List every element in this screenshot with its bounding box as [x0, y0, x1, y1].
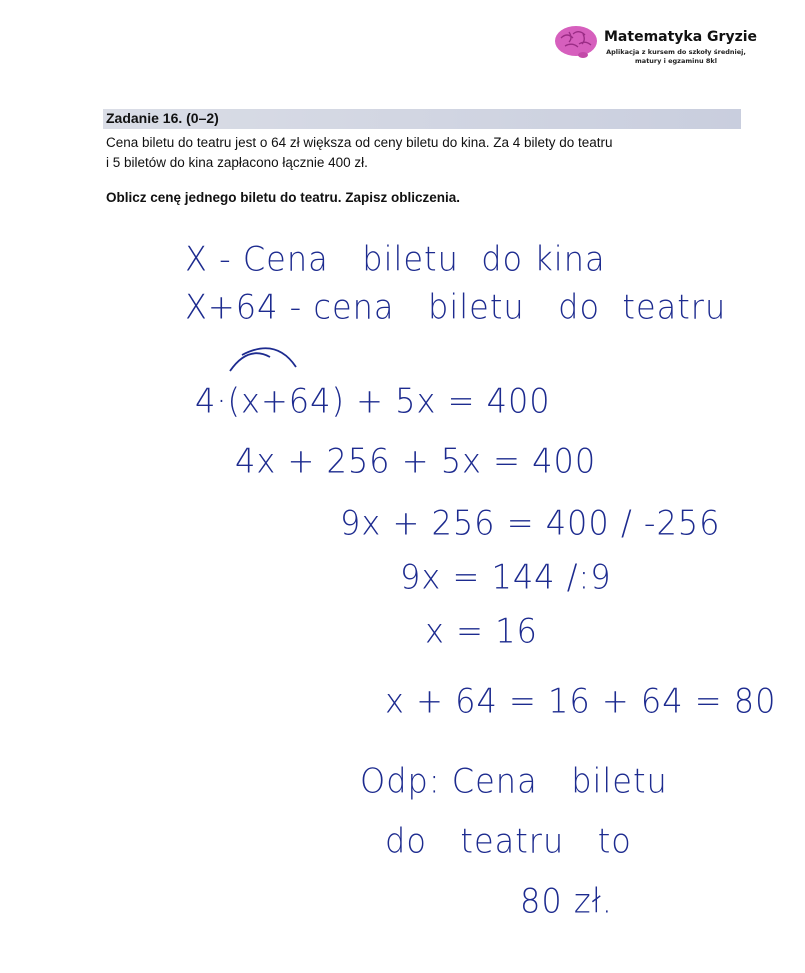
solution-line-3: 4·(x+64) + 5x = 400 — [195, 381, 551, 421]
task-text-line-1: Cena biletu do teatru jest o 64 zł większa od ceny biletu do kina. Za 4 bilety do teatru — [106, 135, 613, 150]
solution-line-5: 9x + 256 = 400 / -256 — [340, 503, 721, 543]
solution-line-1: X - Cena biletu do kina — [185, 239, 606, 279]
solution-line-7: x = 16 — [425, 611, 538, 651]
answer-line-3: 80 zł. — [520, 881, 613, 921]
task-instruction: Oblicz cenę jednego biletu do teatru. Zapisz obliczenia. — [106, 190, 461, 205]
distribution-arcs-icon — [226, 345, 306, 375]
answer-line-1: Odp: Cena biletu — [360, 761, 668, 801]
task-text-line-2: i 5 biletów do kina zapłacono łącznie 400 zł. — [106, 155, 368, 170]
brand-tagline-2: matury i egzaminu 8kl — [635, 57, 717, 65]
solution-line-8: x + 64 = 16 + 64 = 80 — [385, 681, 777, 721]
solution-line-2: X+64 - cena biletu do teatru — [185, 287, 727, 327]
task-title: Zadanie 16. (0–2) — [106, 110, 219, 126]
answer-line-2: do teatru to — [385, 821, 632, 861]
solution-line-6: 9x = 144 /:9 — [400, 557, 612, 597]
brain-logo-icon — [553, 24, 599, 60]
solution-line-4: 4x + 256 + 5x = 400 — [235, 441, 597, 481]
brand-tagline-1: Aplikacja z kursem do szkoły średniej, — [606, 48, 746, 56]
brand-tagline — [606, 48, 746, 66]
brand-name: Matematyka Gryzie — [604, 29, 758, 45]
